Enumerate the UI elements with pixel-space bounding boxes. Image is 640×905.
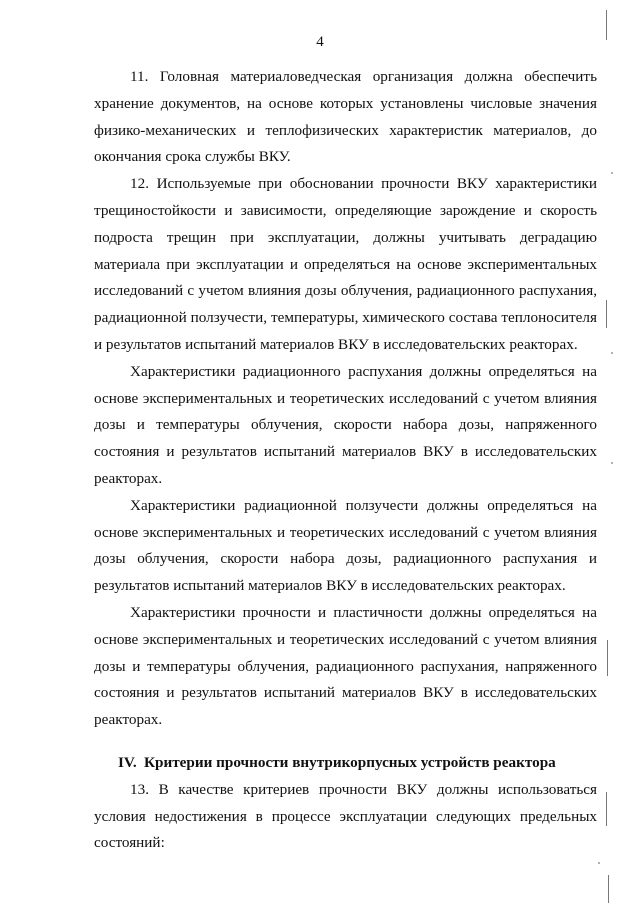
page-number: 4 [316,34,324,50]
paragraph-12: 12. Используемые при обосновании прочности ВКУ характеристики трещиностойкости и зависимости, определяющие зарождение и скорость подроста трещин при эксплуатации, должны учитывать деградацию материала при эксплуатации и определяться на основе экспериментальных исследований с учетом влияния дозы облучения, радиационного распухания, радиационной ползучести, температуры, химического состава теплоносителя и результатов испытаний материалов ВКУ в исследовательских реакторах. [94,175,597,353]
scan-speck [611,352,613,354]
paragraph-strength: Характеристики прочности и пластичности должны определяться на основе экспериментальных и теоретических исследований с учетом влияния дозы и температуры облучения, радиационного распухания, напряженного состояния и результатов испытаний материалов ВКУ в исследовательских реакторах. [94,603,597,729]
scan-edge-mark [607,640,608,676]
paragraph-13: 13. В качестве критериев прочности ВКУ должны использоваться условия недостижения в процессе эксплуатации следующих предельных состояний: [94,780,597,852]
document-body [94,64,597,857]
paragraph-swelling: Характеристики радиационного распухания должны определяться на основе экспериментальных и теоретических исследований с учетом влияния дозы и температуры облучения, скорости набора дозы, напряженного состояния и результатов испытаний материалов ВКУ в исследовательских реакторах. [94,362,597,487]
scan-edge-mark [606,792,607,826]
section-heading [94,750,597,777]
scan-edge-mark [606,300,607,328]
paragraph-creep: Характеристики радиационной ползучести должны определяться на основе экспериментальных и теоретических исследований с учетом влияния дозы облучения, скорости набора дозы, радиационного распухания и результатов испытаний материалов ВКУ в исследовательских реакторах. [94,496,597,595]
scan-speck [611,172,613,174]
scan-edge-mark [608,875,609,903]
scan-edge-mark [606,10,607,40]
scan-speck [598,862,600,864]
section-number: IV. [118,753,137,771]
scan-speck [611,462,613,464]
section-title: Критерии прочности внутрикорпусных устройств реактора [144,753,556,771]
paragraph-11: 11. Головная материаловедческая организация должна обеспечить хранение документов, на основе которых установлены числовые значения физико-механических и теплофизических характеристик материалов, до окончания срока службы ВКУ. [94,68,597,166]
